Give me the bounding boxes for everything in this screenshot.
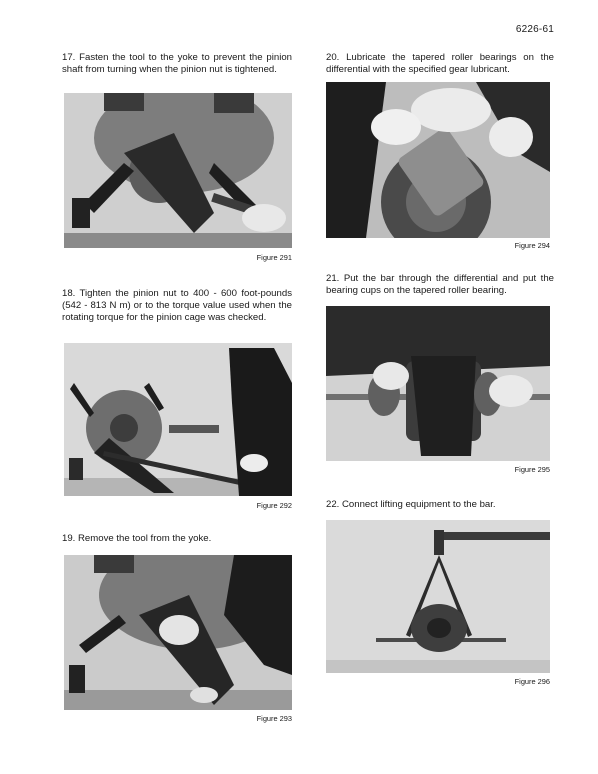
step-17-text: 17. Fasten the tool to the yoke to prevent the pinion shaft from turning when the pinion nut is tightened. [62,52,292,75]
step-20-text: 20. Lubricate the tapered roller bearings on the differential with the specified gear lubricant. [326,52,554,75]
figure-295-caption: Figure 295 [514,465,550,474]
figure-291-photo [64,93,292,248]
figure-294-photo [326,82,550,238]
figure-294-caption: Figure 294 [514,241,550,250]
step-18-text: 18. Tighten the pinion nut to 400 - 600 foot-pounds (542 - 813 N m) or to the torque value used when the rotating torque for the pinion cage was checked. [62,288,292,323]
step-22-text: 22. Connect lifting equipment to the bar. [326,499,496,510]
figure-292-photo [64,343,292,496]
step-19-text: 19. Remove the tool from the yoke. [62,533,212,544]
figure-292-caption: Figure 292 [256,501,292,510]
figure-295-photo [326,306,550,461]
page-number: 6226-61 [515,24,554,35]
step-21-text: 21. Put the bar through the differential and put the bearing cups on the tapered roller bearing. [326,273,554,296]
figure-296-caption: Figure 296 [514,677,550,686]
figure-293-caption: Figure 293 [256,714,292,723]
figure-293-photo [64,555,292,710]
figure-296-photo [326,520,550,673]
figure-291-caption: Figure 291 [256,253,292,262]
